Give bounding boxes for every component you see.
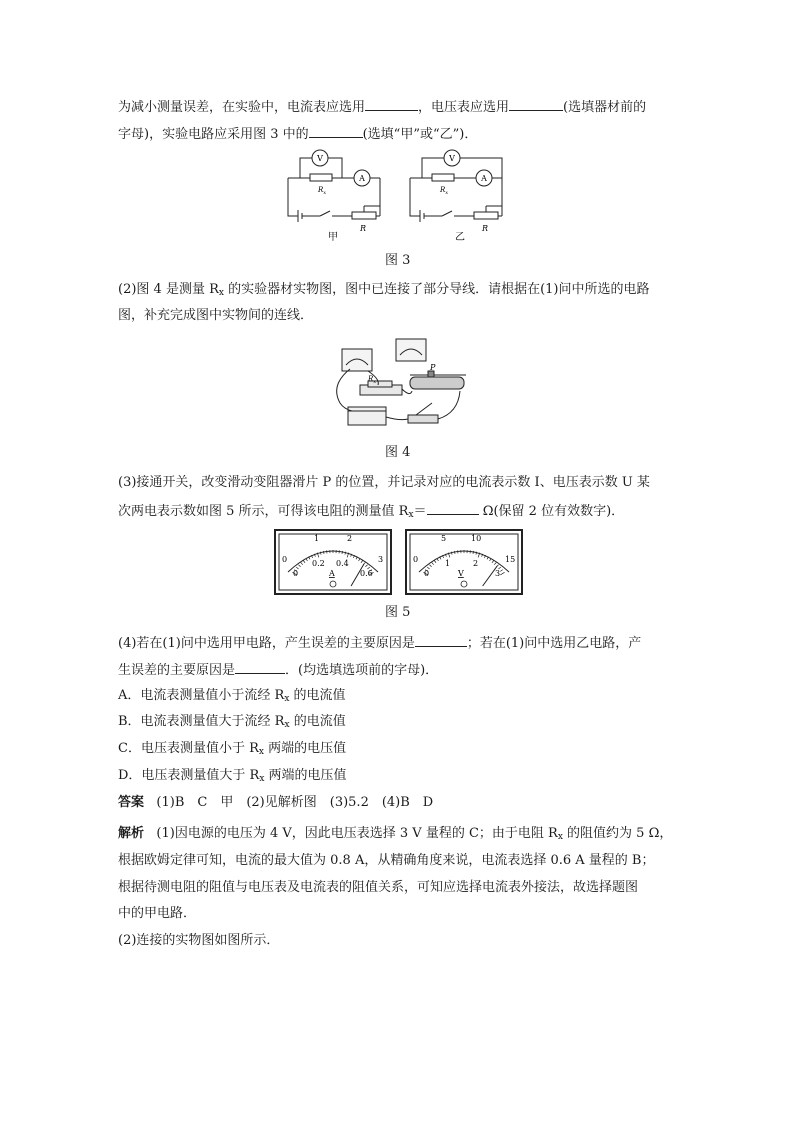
voltmeter-inner-tick-2: 2 [473, 559, 479, 568]
ammeter-inner-tick-0: 0 [293, 569, 299, 578]
option-a [118, 688, 346, 707]
voltmeter-outer-tick-1: 5 [441, 534, 447, 543]
q3-rx-sub: x [408, 510, 414, 520]
fig3-yi-voltmeter-letter: V [449, 154, 455, 163]
voltmeter-outer-tick-0: 0 [413, 555, 419, 564]
figure-3-caption: 图 3 [385, 253, 411, 268]
fig3-yi-r-label: R [482, 224, 489, 233]
ammeter-inner-tick-1: 0.2 [312, 559, 325, 568]
fig3-yi-rx-label: $R_x$ [440, 186, 449, 196]
circuit-jia [288, 150, 380, 222]
analysis-line-5: (2)连接的实物图如图所示． [118, 933, 280, 948]
ammeter-outer-tick-0: 0 [282, 555, 288, 564]
option-a-text: A．电流表测量值小于流经 R [118, 688, 285, 703]
q2-text-b: 的实验器材实物图，图中已连接了部分导线．请根据在(1)问中所选的电路 [223, 282, 650, 297]
fig3-jia-label: 甲 [328, 232, 338, 243]
option-d-sub: x [259, 774, 265, 784]
voltmeter-outer-tick-2: 10 [471, 534, 482, 543]
q2-line-1 [118, 282, 650, 301]
voltmeter-inner-tick-1: 1 [445, 559, 451, 568]
ammeter-inner-tick-3: 0.6 [360, 569, 373, 578]
q2-line-2: 图，补充完成图中实物间的连线． [118, 308, 314, 323]
fig4-power-supply [348, 407, 386, 425]
fig3-jia-voltmeter-letter: V [317, 154, 323, 163]
q4-text-b: ；若在(1)问中选用乙电路，产 [466, 636, 642, 651]
voltmeter-inner-tick-3: 3 [495, 569, 501, 578]
fig4-ammeter [396, 339, 426, 361]
q1-line-2 [118, 125, 477, 143]
option-b [118, 714, 346, 733]
fig4-resistor-rx [360, 381, 402, 395]
ammeter-outer-tick-1: 1 [314, 534, 320, 543]
figure-3-circuits [280, 148, 520, 243]
fig3-yi-ammeter-letter: A [481, 174, 487, 183]
option-d-tail: 两端的电压值 [264, 768, 347, 783]
analysis-line-2: 根据欧姆定律可知，电流的最大值为 0.8 A，从精确角度来说，电流表选择 0.6 A 量程的 B； [118, 853, 655, 868]
figure-5-caption: 图 5 [385, 605, 411, 620]
ammeter-outer-tick-2: 2 [347, 534, 353, 543]
voltmeter-inner-tick-0: 0 [424, 569, 430, 578]
fig3-jia-ammeter-letter: A [359, 174, 365, 183]
analysis-text-b: 的阻值约为 5 Ω， [562, 826, 673, 841]
q1-line-1 [118, 98, 646, 116]
analysis-line-1 [118, 826, 672, 845]
q3-text-a: 次两电表示数如图 5 所示，可得该电阻的测量值 R [118, 504, 409, 519]
voltmeter-dial [406, 530, 522, 594]
ammeter-dial [275, 530, 391, 594]
answer-blank-jia-error [415, 634, 467, 647]
fig3-yi-label: 乙 [455, 232, 465, 243]
fig4-voltmeter [342, 349, 372, 371]
q2-rx-sub: x [218, 288, 224, 298]
q1-text-c: (选填器材前的 [563, 100, 647, 115]
answer-blank-ammeter [365, 98, 418, 111]
q1-text-e: (选填“甲”或“乙”)． [362, 127, 478, 142]
ammeter-unit: A [329, 569, 335, 578]
answer-blank-yi-error [235, 661, 285, 674]
ammeter-outer-tick-3: 3 [378, 555, 384, 564]
option-b-text: B．电流表测量值大于流经 R [118, 714, 285, 729]
answer-line [118, 795, 433, 811]
option-c-text: C．电压表测量值小于 R [118, 741, 259, 756]
q2-text-a: (2)图 4 是测量 R [118, 282, 219, 297]
circuit-yi [410, 150, 502, 222]
analysis-line-4: 中的甲电路． [118, 906, 197, 921]
q3-line-2 [118, 502, 624, 523]
q4-line-2 [118, 661, 438, 679]
answer-label: 答案 [118, 795, 145, 810]
fig4-rx-label: $R_x$ [368, 375, 377, 385]
analysis-line-3: 根据待测电阻的阻值与电压表及电流表的阻值关系，可知应选择电流表外接法，故选择题图 [118, 880, 639, 895]
analysis-label: 解析 [118, 826, 145, 841]
q1-text-d: 字母)，实验电路应采用图 3 中的 [118, 127, 309, 142]
q4-line-1 [118, 634, 641, 652]
fig3-jia-r-label: R [360, 224, 367, 233]
answer-blank-circuit [309, 125, 363, 138]
fig3-jia-rx-label: $R_x$ [318, 186, 327, 196]
figure-5-meters [274, 528, 524, 598]
option-c-sub: x [258, 747, 264, 757]
answer-blank-rx [427, 502, 479, 515]
figure-4-apparatus [320, 335, 480, 435]
analysis-rx-sub: x [557, 832, 563, 842]
option-d [118, 768, 347, 787]
option-d-text: D．电压表测量值大于 R [118, 768, 260, 783]
fig4-switch [408, 403, 438, 423]
q4-text-a: (4)若在(1)问中选用甲电路，产生误差的主要原因是 [118, 636, 415, 651]
figure-4-caption: 图 4 [385, 445, 411, 460]
q1-text-a: 为减小测量误差，在实验中，电流表应选用 [118, 100, 366, 115]
option-c-tail: 两端的电压值 [263, 741, 347, 756]
option-a-tail: 的电流值 [289, 688, 346, 703]
fig4-slider-label: P [430, 363, 436, 372]
q3-text-c: Ω(保留 2 位有效数字)． [478, 504, 625, 519]
option-a-sub: x [284, 694, 290, 704]
answer-text: (1)B C 甲 (2)见解析图 (3)5.2 (4)B D [156, 795, 434, 810]
voltmeter-unit: V [458, 569, 464, 578]
analysis-text-a: (1)因电源的电压为 4 V，因此电压表选择 3 V 量程的 C；由于电阻 R [156, 826, 558, 841]
q4-text-c: 生误差的主要原因是 [118, 663, 236, 678]
q4-text-d: ．(均选填选项前的字母)． [285, 663, 439, 678]
voltmeter-outer-tick-3: 15 [505, 555, 516, 564]
q3-line-1: (3)接通开关，改变滑动变阻器滑片 P 的位置，并记录对应的电流表示数 I、电压表示数 U 某 [118, 475, 650, 490]
q1-text-b: ，电压表应选用 [418, 100, 510, 115]
option-b-tail: 的电流值 [289, 714, 346, 729]
option-b-sub: x [284, 720, 290, 730]
option-c [118, 741, 346, 760]
answer-blank-voltmeter [509, 98, 563, 111]
fig4-rheostat [410, 371, 466, 389]
ammeter-inner-tick-2: 0.4 [336, 559, 349, 568]
q3-text-b: ＝ [413, 504, 427, 519]
